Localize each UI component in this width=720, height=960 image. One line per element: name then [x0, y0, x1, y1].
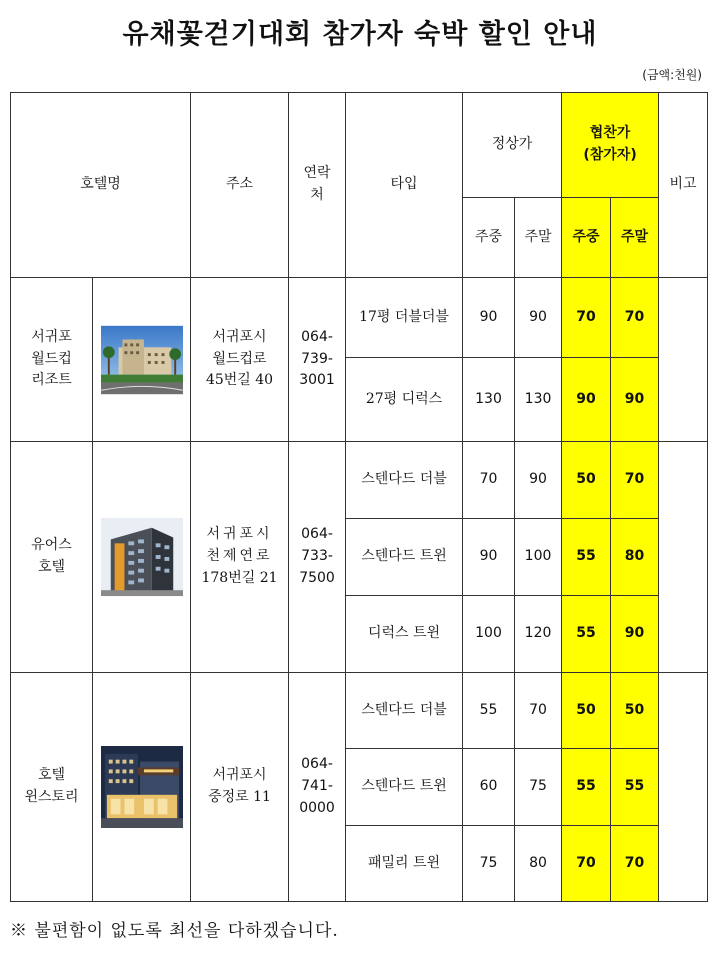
- discount-weekday-price: 70: [562, 278, 611, 358]
- room-type: 27평 디럭스: [346, 358, 463, 442]
- note-cell: [659, 278, 708, 442]
- discount-weekend-price: 90: [611, 358, 659, 442]
- room-type: 스텐다드 더블: [346, 673, 463, 749]
- hotel-contact: 064- 739- 3001: [289, 278, 346, 442]
- regular-weekday-price: 90: [463, 519, 515, 596]
- regular-weekend-price: 120: [515, 596, 562, 673]
- hotel-address: 서귀포시 월드컵로 45번길 40: [191, 278, 289, 442]
- discount-weekday-price: 50: [562, 442, 611, 519]
- discount-weekday-price: 55: [562, 519, 611, 596]
- room-type: 17평 더블더블: [346, 278, 463, 358]
- header-row-1: [11, 93, 708, 198]
- header-note: 비고: [659, 93, 708, 278]
- regular-weekday-price: 75: [463, 826, 515, 902]
- table-row: [11, 673, 708, 749]
- regular-weekday-price: 70: [463, 442, 515, 519]
- hotel-photo-cell: [93, 673, 191, 902]
- header-regular-weekend: 주말: [515, 198, 562, 278]
- discount-weekday-price: 55: [562, 749, 611, 826]
- header-address: 주소: [191, 93, 289, 278]
- discount-weekend-price: 70: [611, 442, 659, 519]
- unit-note: (금액:천원): [642, 68, 702, 82]
- header-regular-price: 정상가: [463, 93, 562, 198]
- hotel-address: 서귀포시 천제연로 178번길 21: [191, 442, 289, 673]
- discount-weekday-price: 55: [562, 596, 611, 673]
- regular-weekday-price: 60: [463, 749, 515, 826]
- header-regular-weekday: 주중: [463, 198, 515, 278]
- header-discount-weekend: 주말: [611, 198, 659, 278]
- regular-weekday-price: 100: [463, 596, 515, 673]
- table-row: [11, 442, 708, 519]
- note-cell: [659, 442, 708, 673]
- page-title: 유채꽃걷기대회 참가자 숙박 할인 안내: [122, 19, 598, 50]
- table-row: [11, 278, 708, 358]
- discount-weekday-price: 50: [562, 673, 611, 749]
- regular-weekend-price: 75: [515, 749, 562, 826]
- header-contact: 연락 처: [289, 93, 346, 278]
- discount-weekend-price: 90: [611, 596, 659, 673]
- regular-weekend-price: 130: [515, 358, 562, 442]
- discount-weekend-price: 80: [611, 519, 659, 596]
- regular-weekend-price: 90: [515, 278, 562, 358]
- hotel-name: 유어스 호텔: [11, 442, 93, 673]
- hotel-photo-cell: [93, 442, 191, 673]
- hotel-photo-winstory: [101, 745, 183, 829]
- hotel-name: 호텔 윈스토리: [11, 673, 93, 902]
- room-type: 패밀리 트윈: [346, 826, 463, 902]
- hotel-discount-table: [10, 92, 708, 902]
- regular-weekday-price: 55: [463, 673, 515, 749]
- room-type: 디럭스 트윈: [346, 596, 463, 673]
- discount-weekend-price: 70: [611, 278, 659, 358]
- discount-weekend-price: 50: [611, 673, 659, 749]
- discount-weekend-price: 55: [611, 749, 659, 826]
- hotel-address: 서귀포시 중정로 11: [191, 673, 289, 902]
- hotel-contact: 064- 733- 7500: [289, 442, 346, 673]
- regular-weekday-price: 130: [463, 358, 515, 442]
- hotel-name: 서귀포 월드컵 리조트: [11, 278, 93, 442]
- hotel-photo-cell: [93, 278, 191, 442]
- room-type: 스텐다드 트윈: [346, 749, 463, 826]
- note-cell: [659, 673, 708, 902]
- hotel-photo-yours: [101, 517, 183, 597]
- discount-weekday-price: 70: [562, 826, 611, 902]
- header-discount-weekday: 주중: [562, 198, 611, 278]
- hotel-contact: 064- 741- 0000: [289, 673, 346, 902]
- header-discount-price: 협찬가 (참가자): [562, 93, 659, 198]
- header-type: 타입: [346, 93, 463, 278]
- regular-weekday-price: 90: [463, 278, 515, 358]
- regular-weekend-price: 100: [515, 519, 562, 596]
- hotel-photo-resort: [101, 325, 183, 395]
- regular-weekend-price: 70: [515, 673, 562, 749]
- regular-weekend-price: 90: [515, 442, 562, 519]
- header-hotel: 호텔명: [11, 93, 191, 278]
- regular-weekend-price: 80: [515, 826, 562, 902]
- room-type: 스텐다드 트윈: [346, 519, 463, 596]
- footer-note: ※ 불편함이 없도록 최선을 다하겠습니다.: [10, 921, 339, 941]
- room-type: 스텐다드 더블: [346, 442, 463, 519]
- discount-weekend-price: 70: [611, 826, 659, 902]
- discount-weekday-price: 90: [562, 358, 611, 442]
